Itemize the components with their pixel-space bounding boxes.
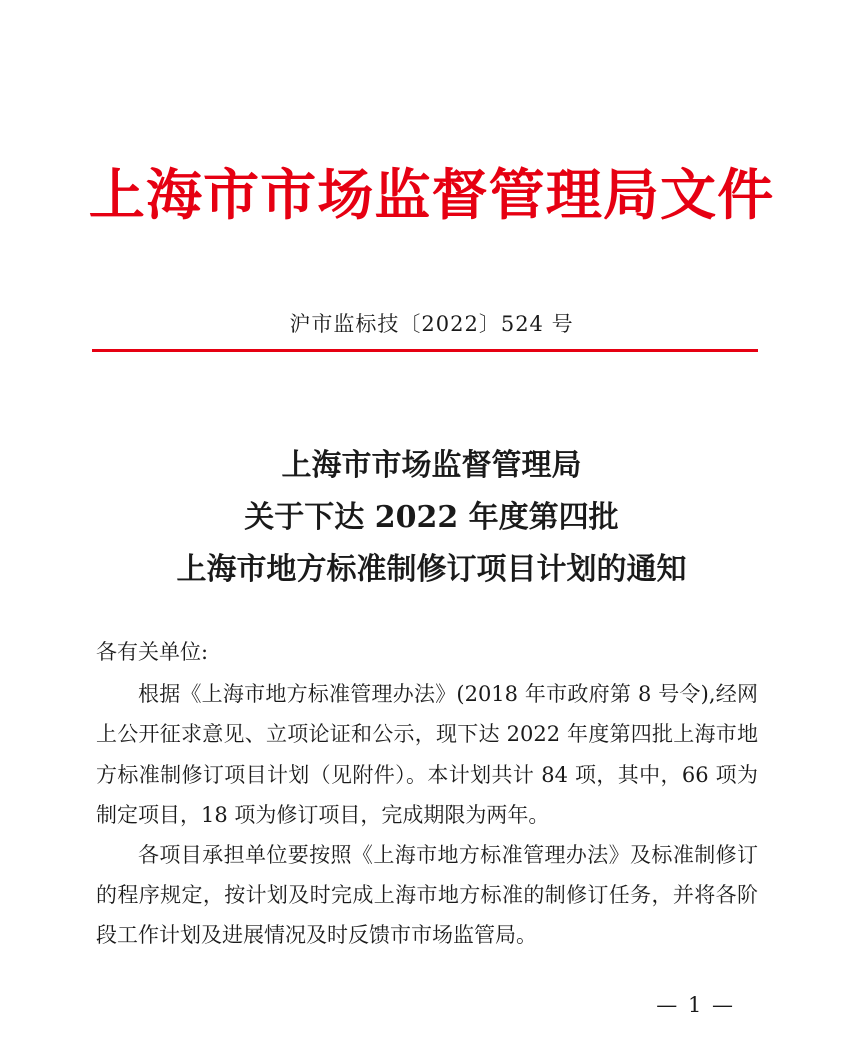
salutation: 各有关单位: <box>96 640 209 664</box>
notice-title <box>0 440 863 596</box>
document-number: 沪市监标技〔2022〕524 号 <box>289 312 574 336</box>
red-divider-line <box>92 349 758 352</box>
body-paragraph-2: 各项目承担单位要按照《上海市地方标准管理办法》及标准制修订的程序规定，按计划及时完成上海市地方标准的制修订任务，并将各阶段工作计划及进展情况及时反馈市市场监管局。 <box>96 843 758 948</box>
document-body <box>96 632 758 956</box>
page-number: — 1 — <box>656 993 735 1017</box>
notice-title-line-2: 关于下达 2022 年度第四批 <box>244 500 619 535</box>
body-paragraph-1: 根据《上海市地方标准管理办法》(2018 年市政府第 8 号令),经网上公开征求意见、立项论证和公示，现下达 2022 年度第四批上海市地方标准制修订项目计划（见附件）。本计划共计 84 项，其中，66 项为制定项目，18 项为修订项目，完成期限为两年。 <box>96 682 758 827</box>
notice-title-line-1: 上海市市场监督管理局 <box>281 448 582 483</box>
document-header-title: 上海市市场监督管理局文件 <box>88 162 775 227</box>
notice-title-line-3: 上海市地方标准制修订项目计划的通知 <box>176 552 687 587</box>
